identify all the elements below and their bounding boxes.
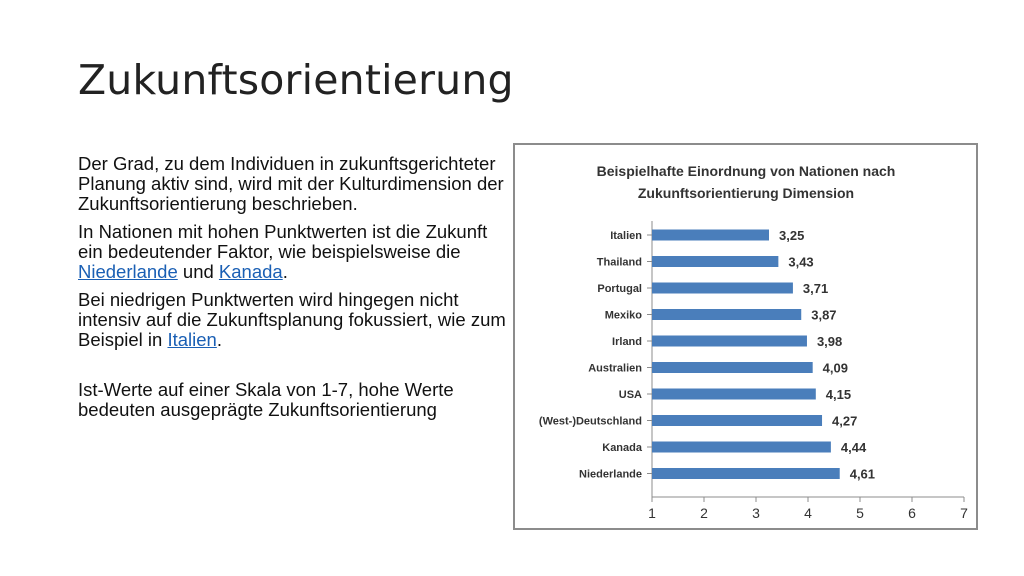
category-label-usa: USA xyxy=(618,389,642,401)
bar-mexiko xyxy=(652,309,801,320)
link-niederlande[interactable]: Niederlande xyxy=(78,261,178,282)
value-label-thailand: 3,43 xyxy=(788,254,814,270)
paragraph-high-scores xyxy=(78,222,508,282)
value-label-irland: 3,98 xyxy=(816,334,843,349)
x-tick-label-2: 2 xyxy=(700,505,708,521)
category-label-kanada: Kanada xyxy=(602,442,642,454)
value-label-australien: 4,09 xyxy=(822,360,848,376)
slide-title: Zukunftsorientierung xyxy=(78,56,514,104)
bar-kanada xyxy=(652,442,831,453)
paragraph-high-end: . xyxy=(282,261,288,282)
paragraph-low-end: . xyxy=(216,329,222,350)
x-tick-label-4: 4 xyxy=(804,505,812,521)
bar-west-deutschland xyxy=(652,415,822,426)
bar-italien xyxy=(652,230,769,241)
paragraph-scale-note: Ist-Werte auf einer Skala von 1-7, hohe Werte bedeuten ausgeprägte Zukunftsorientierung xyxy=(78,379,454,420)
x-tick-label-5: 5 xyxy=(856,505,864,521)
value-label-portugal: 3,71 xyxy=(802,281,829,296)
category-label-irland: Irland xyxy=(612,336,642,348)
chart-title-line-2: Zukunftsorientierung Dimension xyxy=(637,185,855,201)
category-label-italien: Italien xyxy=(610,230,642,242)
bar-niederlande xyxy=(652,468,840,479)
chart-title-line-1: Beispielhafte Einordnung von Nationen nach xyxy=(596,163,896,179)
value-label-west-deutschland: 4,27 xyxy=(832,413,858,429)
category-label-niederlande: Niederlande xyxy=(579,468,642,481)
x-tick-label-1: 1 xyxy=(648,505,656,521)
x-tick-label-3: 3 xyxy=(752,505,760,521)
x-tick-label-7: 7 xyxy=(960,505,968,521)
link-kanada[interactable]: Kanada xyxy=(218,261,283,282)
paragraph-high-text: In Nationen mit hohen Punktwerten ist die Zukunft ein bedeutender Faktor, wie beispielsweise die xyxy=(78,221,488,262)
bar-thailand xyxy=(652,256,778,267)
category-label-australien: Australien xyxy=(588,362,642,375)
bar-portugal xyxy=(652,283,793,294)
text-body xyxy=(78,154,508,428)
value-label-italien: 3,25 xyxy=(779,228,805,243)
category-label-west-deutschland: (West-)Deutschland xyxy=(538,415,642,428)
bar-australien xyxy=(652,362,813,373)
paragraph-low-scores xyxy=(78,290,508,350)
link-italien[interactable]: Italien xyxy=(167,329,217,350)
paragraph-low-text: Bei niedrigen Punktwerten wird hingegen nicht intensiv auf die Zukunftsplanung fokussiert, wie zum Beispiel in xyxy=(78,289,506,350)
value-label-kanada: 4,44 xyxy=(840,440,867,455)
paragraph-definition: Der Grad, zu dem Individuen in zukunftsgerichteter Planung aktiv sind, wird mit der Kulturdimension der Zukunftsorientierung beschrieben. xyxy=(78,153,504,214)
chart-frame xyxy=(513,143,978,530)
bar-chart xyxy=(515,145,976,528)
value-label-niederlande: 4,61 xyxy=(849,466,876,482)
category-label-thailand: Thailand xyxy=(596,256,642,269)
value-label-usa: 4,15 xyxy=(825,387,852,402)
x-tick-label-6: 6 xyxy=(908,505,916,521)
paragraph-high-connector: und xyxy=(177,261,219,282)
bar-usa xyxy=(652,389,816,400)
category-label-portugal: Portugal xyxy=(597,283,642,295)
value-label-mexiko: 3,87 xyxy=(811,307,837,323)
category-label-mexiko: Mexiko xyxy=(604,309,642,322)
bar-irland xyxy=(652,336,807,347)
